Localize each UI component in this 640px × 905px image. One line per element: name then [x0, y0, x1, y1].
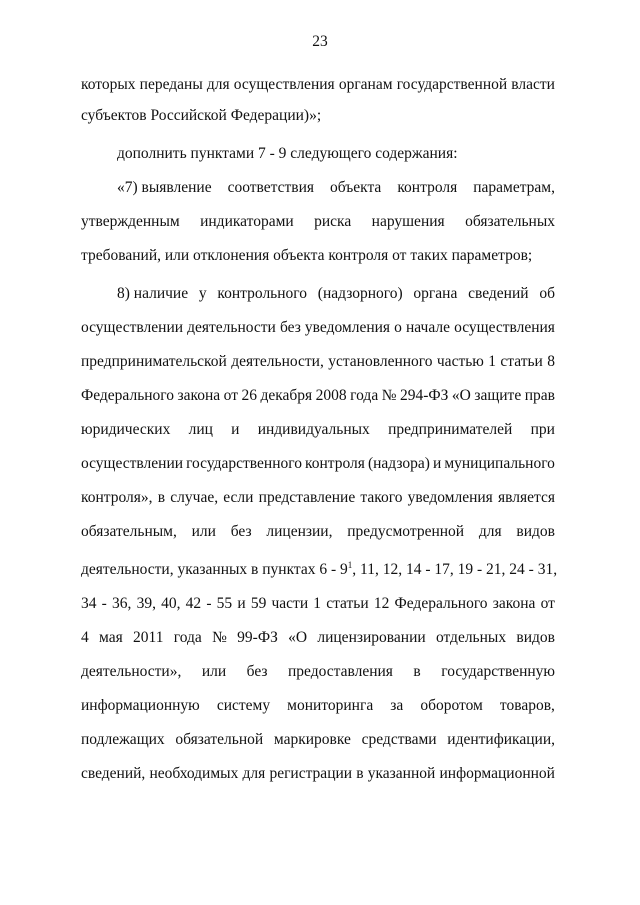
word: отдельных — [435, 629, 507, 646]
word: для — [206, 76, 230, 93]
word: оборотом — [420, 697, 483, 714]
word: в — [356, 765, 364, 782]
word: части — [271, 595, 309, 612]
word: года — [350, 387, 379, 404]
text-line — [81, 318, 555, 338]
word: предпринимательской — [81, 353, 227, 370]
word: контроля — [305, 455, 365, 472]
word: 1 — [488, 353, 496, 370]
word: уведомления — [407, 489, 493, 506]
word: юридических — [81, 421, 171, 438]
word: 40, — [161, 595, 181, 612]
word: осуществлении — [81, 455, 184, 472]
word: 294-ФЗ — [399, 387, 449, 404]
word: у — [198, 285, 207, 302]
word: 8) наличие — [117, 285, 189, 302]
word: защите — [474, 387, 522, 404]
word: сведений, — [81, 765, 146, 782]
word: 42 — [185, 595, 202, 612]
word: установленного — [328, 353, 433, 370]
word: органам — [338, 76, 393, 93]
text-line — [117, 178, 555, 198]
word: видов — [516, 629, 555, 646]
word: без — [246, 663, 268, 680]
text-segment: , 11, 12, 14 - 17, 19 - 21, 24 - 31, — [352, 561, 558, 578]
text-line — [81, 662, 555, 682]
word: обязательной — [175, 731, 264, 748]
text-line: требований, или отклонения объекта контроля от таких параметров; — [81, 247, 533, 264]
word: необходимых — [149, 765, 239, 782]
word: 2011 — [133, 629, 164, 646]
text-line — [81, 594, 555, 614]
word: деятельности — [187, 319, 276, 336]
word: 8 — [547, 353, 555, 370]
word: статьи — [500, 353, 543, 370]
word: представление — [258, 489, 356, 506]
page-number: 23 — [312, 33, 328, 50]
word: 55 — [216, 595, 233, 612]
text-line — [81, 628, 555, 648]
word: осуществления — [233, 76, 335, 93]
word: является — [498, 489, 555, 506]
word: (надзорного) — [317, 285, 403, 302]
text-line — [81, 420, 555, 440]
word: индикаторами — [200, 213, 294, 230]
word: подлежащих — [81, 731, 165, 748]
word: уведомления — [304, 319, 391, 336]
text-line — [81, 522, 555, 542]
word: при — [530, 421, 555, 438]
word: власти — [511, 76, 555, 93]
text-line — [81, 352, 555, 372]
word: маркировке — [273, 731, 351, 748]
word: без — [230, 523, 252, 540]
word: лицензировании — [317, 629, 426, 646]
word: сведений — [468, 285, 529, 302]
word: предоставления — [288, 663, 393, 680]
word: информационной — [439, 765, 555, 782]
word: и — [231, 421, 240, 438]
text-line — [81, 696, 555, 716]
word: 12 — [373, 595, 390, 612]
word: риска — [314, 213, 352, 230]
word: осуществления — [454, 319, 555, 336]
word: которых — [81, 76, 136, 93]
word: - — [101, 595, 107, 612]
word: 59 — [250, 595, 267, 612]
text-line: дополнить пунктами 7 - 9 следующего содержания: — [117, 145, 458, 162]
word: 2008 — [315, 387, 347, 404]
word: утвержденным — [81, 213, 180, 230]
text-line — [81, 454, 555, 474]
word: предусмотренной — [347, 523, 465, 540]
text-segment: деятельности, указанных в пунктах 6 - 9 — [81, 561, 348, 578]
word: лиц — [188, 421, 213, 438]
text-line — [81, 764, 555, 784]
text-line — [81, 386, 555, 406]
text-line — [81, 212, 555, 232]
word: лицензии, — [266, 523, 333, 540]
word: частью — [436, 353, 484, 370]
word: начале — [406, 319, 450, 336]
word: о — [394, 319, 402, 336]
word: мониторинга — [287, 697, 374, 714]
word: 26 — [241, 387, 257, 404]
word: и — [237, 595, 246, 612]
word: указанной — [367, 765, 436, 782]
text-line: субъектов Российской Федерации)»; — [81, 107, 322, 124]
word: государственную — [441, 663, 555, 680]
word: информационную — [81, 697, 200, 714]
word: 99-ФЗ — [237, 629, 278, 646]
word: переданы — [139, 76, 203, 93]
word: года — [173, 629, 202, 646]
word: контроля», — [81, 489, 153, 506]
word: нарушения — [371, 213, 445, 230]
word: № — [381, 387, 397, 404]
word: и — [432, 455, 442, 472]
word: «О — [288, 629, 308, 646]
word: предпринимателей — [388, 421, 513, 438]
word: если — [223, 489, 254, 506]
word: обязательным, — [81, 523, 177, 540]
word: «7) выявление — [117, 179, 212, 196]
word: 34 — [81, 595, 97, 612]
word: или — [201, 663, 227, 680]
word: статьи — [326, 595, 369, 612]
word: муниципального — [444, 455, 555, 472]
word: 1 — [313, 595, 322, 612]
word: без — [279, 319, 301, 336]
word: «О — [451, 387, 471, 404]
word: органа — [413, 285, 458, 302]
word: государственного — [186, 455, 302, 472]
word: или — [191, 523, 216, 540]
word: (надзора) — [367, 455, 430, 472]
word: государственной — [396, 76, 508, 93]
text-line — [81, 75, 555, 95]
word: Федерального — [81, 387, 175, 404]
word: такого — [360, 489, 403, 506]
text-line — [81, 730, 555, 750]
word: закона — [177, 387, 221, 404]
word: индивидуальных — [257, 421, 370, 438]
word: деятельности», — [81, 663, 182, 680]
text-line — [81, 560, 558, 580]
word: для — [242, 765, 266, 782]
word: от — [223, 387, 238, 404]
word: средствами — [361, 731, 437, 748]
word: № — [212, 629, 227, 646]
word: мая — [99, 629, 123, 646]
superscript: 1 — [347, 560, 353, 570]
word: Федерального — [394, 595, 488, 612]
word: прав — [524, 387, 555, 404]
word: осуществлении — [81, 319, 184, 336]
word: товаров, — [499, 697, 555, 714]
word: параметрам, — [473, 179, 555, 196]
word: случае, — [170, 489, 219, 506]
word: 36, — [112, 595, 132, 612]
word: соответствия — [227, 179, 315, 196]
text-line — [117, 284, 555, 304]
word: об — [539, 285, 555, 302]
text-line — [81, 488, 555, 508]
word: декабря — [260, 387, 313, 404]
word: объекта — [330, 179, 382, 196]
word: 4 — [81, 629, 89, 646]
word: в — [413, 663, 421, 680]
word: 39, — [136, 595, 156, 612]
word: видов — [516, 523, 555, 540]
word: регистрации — [269, 765, 353, 782]
word: обязательных — [465, 213, 555, 230]
word: систему — [216, 697, 271, 714]
word: контроля — [397, 179, 458, 196]
word: в — [157, 489, 166, 506]
word: за — [390, 697, 404, 714]
word: идентификации, — [447, 731, 555, 748]
word: для — [478, 523, 502, 540]
word: деятельности, — [231, 353, 324, 370]
word: от — [540, 595, 555, 612]
word: контрольного — [217, 285, 308, 302]
word: закона — [492, 595, 536, 612]
word: - — [206, 595, 212, 612]
